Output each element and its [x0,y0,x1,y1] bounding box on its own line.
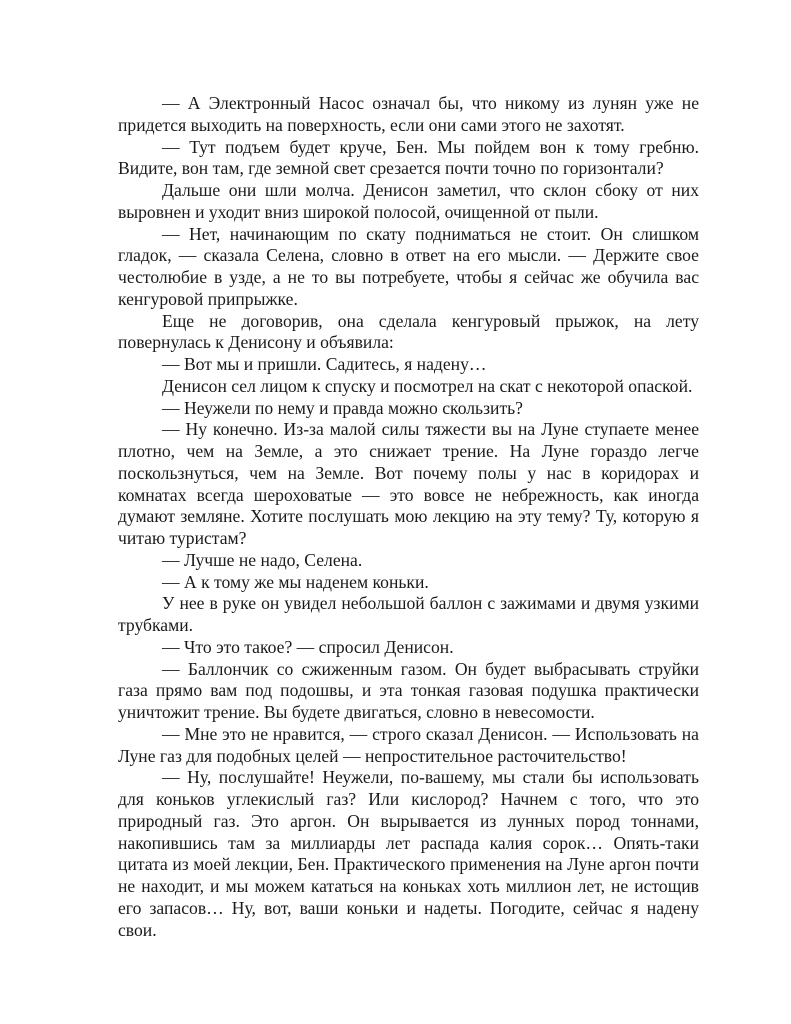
paragraph: Еще не договорив, она сделала кенгуровый прыжок, на лету повернулась к Денисону и объявила: [118,310,699,353]
paragraph: — А к тому же мы наденем коньки. [162,571,429,592]
paragraph: — Баллончик со сжиженным газом. Он будет выбрасывать струйки газа прямо вам под подошвы, и эта тонкая газовая подушка практически уничтожит трение. Вы будете двигаться, словно в невесомости. [118,658,699,722]
paragraph: — Нет, начинающим по скату подниматься не стоит. Он слишком гладок, — сказала Селена, словно в ответ на его мысли. — Держите свое честолюбие в узде, а не то вы потребуете, чтобы я сейчас же обучила вас кенгуровой припрыжке. [118,223,699,309]
paragraph: Денисон сел лицом к спуску и посмотрел на скат с некоторой опаской. [162,375,693,396]
paragraph: Дальше они шли молча. Денисон заметил, что склон сбоку от них выровнен и уходит вниз широкой полосой, очищенной от пыли. [118,180,699,222]
paragraph: У нее в руке он увидел небольшой баллон с зажимами и двумя узкими трубками. [118,593,699,635]
paragraph: — Лучше не надо, Селена. [162,549,363,570]
paragraph: — Ну конечно. Из-за малой силы тяжести вы на Луне ступаете менее плотно, чем на Земле, а это снижает трение. На Луне гораздо легче поскользнуться, чем на Земле. Вот почему полы у нас в коридорах и комнатах всегда шероховатые — это вовсе не небрежность, как иногда думают земляне. Хотите послушать мою лекцию на эту тему? Ту, которую я читаю туристам? [118,419,699,548]
paragraph: — Вот мы и пришли. Садитесь, я надену… [162,354,487,374]
paragraph: — А Электронный Насос означал бы, что никому из лунян уже не придется выходить на поверхность, если они сами этого не захотят. [118,93,699,135]
paragraph: — Ну, послушайте! Неужели, по-вашему, мы стали бы использовать для коньков углекислый газ? Или кислород? Начнем с того, что это природный газ. Это аргон. Он вырывается из лунных пород тоннами, накопившись там за миллиарды лет распада калия сорок… Опять-таки цитата из моей лекции, Бен. Практического применения на Луне аргон почти не находит, и мы можем кататься на коньках хоть миллион лет, не истощив его запасов… Ну, вот, ваши коньки и надеты. Погодите, сейчас я надену свои. [118,767,699,940]
document-page [118,93,699,941]
paragraph: — Мне это не нравится, — строго сказал Денисон. — Использовать на Луне газ для подобных целей — непростительное расточительство! [118,723,699,766]
paragraph: — Неужели по нему и правда можно скользить? [162,397,523,418]
paragraph: — Что это такое? — спросил Денисон. [162,636,454,657]
paragraph: — Тут подъем будет круче, Бен. Мы пойдем вон к тому гребню. Видите, вон там, где земной свет срезается почти точно по горизонтали? [118,136,699,179]
